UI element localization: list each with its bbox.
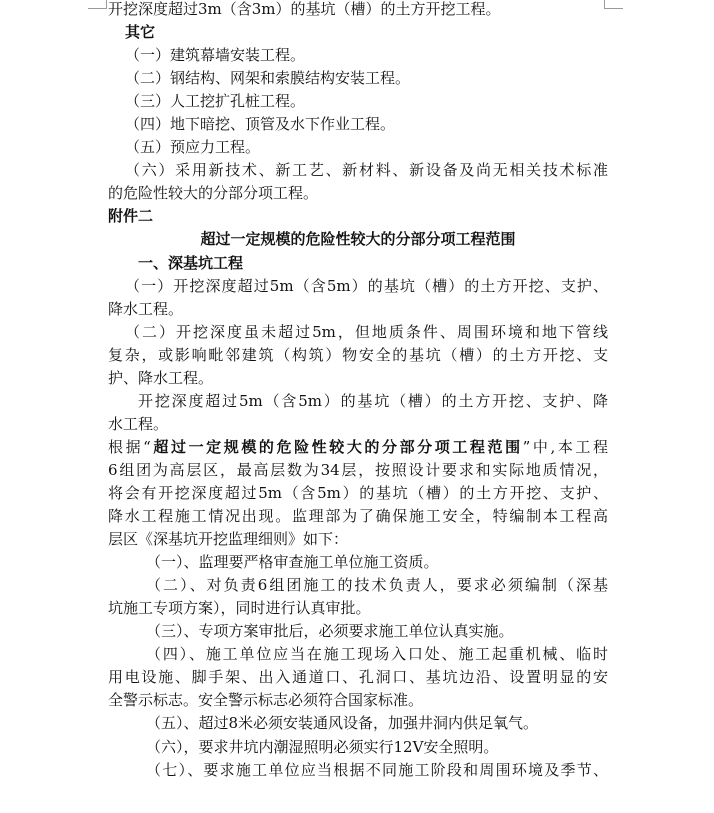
text-line: 降水工程。 bbox=[108, 299, 184, 318]
section-heading-other: 其它 bbox=[125, 23, 156, 42]
intro-text-bold: 超过一定规模的危险性较大的分部分项工程范围 bbox=[150, 437, 523, 456]
text-line: 的危险性较大的分部分项工程。 bbox=[108, 184, 319, 203]
list-item: （五）、超过8米必须安装通风设备，加强井洞内供足氧气。 bbox=[146, 714, 539, 733]
list-item: （三）、专项方案审批后，必须要求施工单位认真实施。 bbox=[146, 622, 514, 641]
list-item: （六），要求井坑内潮湿照明必须实行12V安全照明。 bbox=[146, 737, 499, 756]
paragraph-intro-line bbox=[108, 436, 608, 459]
list-item: （一）、监理要严格审查施工单位施工资质。 bbox=[146, 553, 439, 572]
list-item: （二）、对负责6组团施工的技术负责人，要求必须编制（深基 bbox=[146, 576, 608, 595]
section-heading-deep-pit: 一、深基坑工程 bbox=[138, 253, 244, 272]
document-page bbox=[108, 0, 608, 782]
text-line: 护、降水工程。 bbox=[108, 368, 214, 387]
text-line: 水工程。 bbox=[108, 414, 169, 433]
text-line: 开挖深度超过3m（含3m）的基坑（槽）的土方开挖工程。 bbox=[108, 0, 501, 18]
intro-text-after: ”中,本工程 bbox=[522, 437, 609, 456]
list-item: （六）采用新技术、新工艺、新材料、新设备及尚无相关技术标准 bbox=[125, 161, 608, 180]
intro-text-before: 根据“ bbox=[108, 437, 151, 456]
list-item: （五）预应力工程。 bbox=[125, 138, 261, 157]
list-item: （二）钢结构、网架和索膜结构安装工程。 bbox=[125, 69, 411, 88]
text-line: 将会有开挖深度超过5m（含5m）的基坑（槽）的土方开挖、支护、 bbox=[108, 483, 608, 502]
list-item: （三）人工挖扩孔桩工程。 bbox=[125, 92, 306, 111]
text-line: 坑施工专项方案），同时进行认真审批。 bbox=[108, 599, 371, 618]
list-item: （二）开挖深度虽未超过5m，但地质条件、周围环境和地下管线 bbox=[125, 322, 608, 341]
text-line: 开挖深度超过5m（含5m）的基坑（槽）的土方开挖、支护、降 bbox=[138, 391, 608, 410]
appendix-title: 超过一定规模的危险性较大的分部分项工程范围 bbox=[200, 230, 516, 249]
list-item: （四）、施工单位应当在施工现场入口处、施工起重机械、临时 bbox=[146, 645, 608, 664]
text-line: 6组团为高层区，最高层数为34层，按照设计要求和实际地质情况， bbox=[108, 460, 608, 479]
appendix-label: 附件二 bbox=[108, 207, 154, 226]
text-line: 全警示标志。安全警示标志必须符合国家标准。 bbox=[108, 691, 424, 710]
list-item: （四）地下暗挖、顶管及水下作业工程。 bbox=[125, 115, 396, 134]
list-item: （七）、要求施工单位应当根据不同施工阶段和周围环境及季节、 bbox=[146, 760, 608, 779]
text-line: 层区《深基坑开挖监理细则》如下： bbox=[108, 530, 349, 549]
text-line: 降水工程施工情况出现。监理部为了确保施工安全，特编制本工程高 bbox=[108, 507, 608, 526]
list-item: （一）开挖深度超过5m（含5m）的基坑（槽）的土方开挖、支护、 bbox=[125, 276, 608, 295]
text-line: 复杂，或影响毗邻建筑（构筑）物安全的基坑（槽）的土方开挖、支 bbox=[108, 345, 608, 364]
text-line: 用电设施、脚手架、出入通道口、孔洞口、基坑边沿、设置明显的安 bbox=[108, 668, 608, 687]
list-item: （一）建筑幕墙安装工程。 bbox=[125, 46, 306, 65]
page-corner-mark-left bbox=[88, 0, 107, 9]
